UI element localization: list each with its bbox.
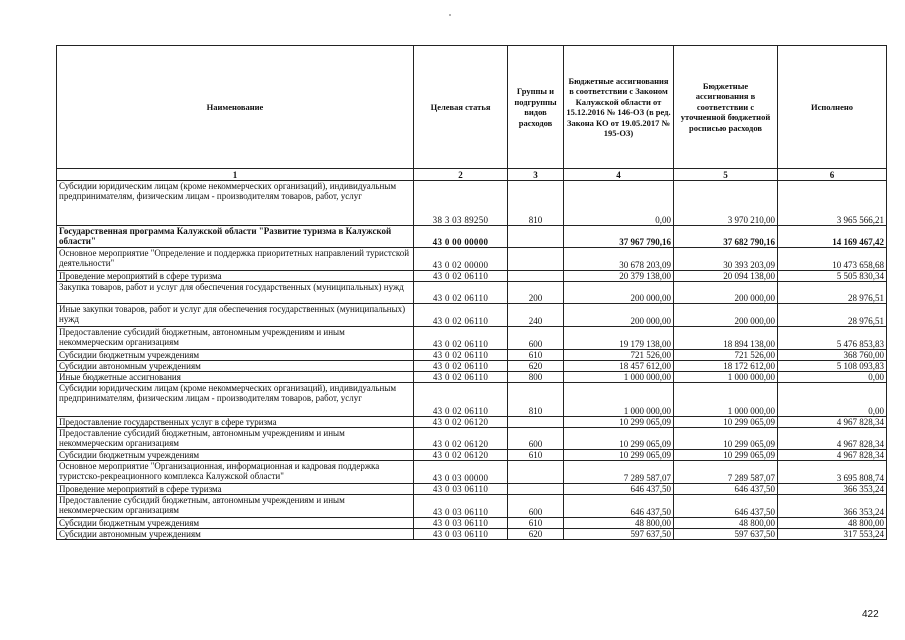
table-row [57, 226, 887, 248]
table-row [57, 248, 887, 271]
row-name-cell: Иные бюджетные ассигнования [57, 372, 414, 383]
row-executed-cell: 4 967 828,34 [778, 428, 887, 450]
table-row [57, 461, 887, 484]
column-number-row [57, 169, 887, 181]
row-executed-cell: 368 760,00 [778, 350, 887, 361]
row-plan-allocation-cell: 10 299 065,09 [674, 428, 778, 450]
row-name-cell: Субсидии бюджетным учреждениям [57, 450, 414, 461]
row-executed-cell: 4 967 828,34 [778, 450, 887, 461]
row-executed-cell: 28 976,51 [778, 304, 887, 327]
row-group-cell: 200 [508, 282, 564, 304]
header-plan-allocations: Бюджетные ассигнования в соответствии с уточненной бюджетной росписью расходов [674, 46, 778, 169]
row-group-cell [508, 484, 564, 495]
row-plan-allocation-cell: 18 894 138,00 [674, 327, 778, 350]
row-target-article-cell: 43 0 02 06110 [414, 372, 508, 383]
table-body [57, 181, 887, 540]
row-plan-allocation-cell: 1 000 000,00 [674, 372, 778, 383]
row-group-cell: 600 [508, 428, 564, 450]
row-plan-allocation-cell: 48 800,00 [674, 518, 778, 529]
header-row [57, 46, 887, 169]
page-number: 422 [862, 609, 879, 620]
row-executed-cell: 0,00 [778, 383, 887, 417]
row-target-article-cell: 43 0 02 06120 [414, 417, 508, 428]
row-plan-allocation-cell: 10 299 065,09 [674, 450, 778, 461]
row-law-allocation-cell: 200 000,00 [564, 282, 674, 304]
column-number: 5 [674, 169, 778, 181]
row-law-allocation-cell: 48 800,00 [564, 518, 674, 529]
row-name-cell: Основное мероприятие "Определение и поддержка приоритетных направлений туристской деятельности" [57, 248, 414, 271]
row-law-allocation-cell: 721 526,00 [564, 350, 674, 361]
row-group-cell [508, 461, 564, 484]
table-row [57, 372, 887, 383]
row-executed-cell: 4 967 828,34 [778, 417, 887, 428]
row-plan-allocation-cell: 30 393 203,09 [674, 248, 778, 271]
row-law-allocation-cell: 646 437,50 [564, 495, 674, 518]
row-target-article-cell: 43 0 00 00000 [414, 226, 508, 248]
row-target-article-cell: 43 0 02 06120 [414, 450, 508, 461]
row-plan-allocation-cell: 200 000,00 [674, 304, 778, 327]
column-number: 1 [57, 169, 414, 181]
row-law-allocation-cell: 597 637,50 [564, 529, 674, 540]
row-plan-allocation-cell: 37 682 790,16 [674, 226, 778, 248]
row-group-cell: 800 [508, 372, 564, 383]
row-name-cell: Закупка товаров, работ и услуг для обеспечения государственных (муниципальных) нужд [57, 282, 414, 304]
row-executed-cell: 5 108 093,83 [778, 361, 887, 372]
header-name: Наименование [57, 46, 414, 169]
row-executed-cell: 14 169 467,42 [778, 226, 887, 248]
row-target-article-cell: 43 0 03 06110 [414, 529, 508, 540]
row-name-cell: Субсидии юридическим лицам (кроме некоммерческих организаций), индивидуальным предпринимателям, физическим лицам - производителям товаров, работ, услуг [57, 181, 414, 226]
row-executed-cell: 28 976,51 [778, 282, 887, 304]
row-group-cell: 600 [508, 495, 564, 518]
header-law-allocations: Бюджетные ассигнования в соответствии с Законом Калужской области от 15.12.2016 № 146-ОЗ (в ред. Закона КО от 19.05.2017 № 195-ОЗ) [564, 46, 674, 169]
row-target-article-cell: 43 0 03 06110 [414, 495, 508, 518]
row-target-article-cell: 43 0 02 00000 [414, 248, 508, 271]
table-row [57, 518, 887, 529]
row-target-article-cell: 43 0 02 06110 [414, 282, 508, 304]
table-row [57, 529, 887, 540]
row-target-article-cell: 43 0 02 06110 [414, 383, 508, 417]
column-number: 3 [508, 169, 564, 181]
row-law-allocation-cell: 200 000,00 [564, 304, 674, 327]
row-name-cell: Субсидии юридическим лицам (кроме некоммерческих организаций), индивидуальным предпринимателям, физическим лицам - производителям товаров, работ, услуг [57, 383, 414, 417]
row-executed-cell: 0,00 [778, 372, 887, 383]
table-row [57, 327, 887, 350]
row-target-article-cell: 43 0 02 06110 [414, 350, 508, 361]
header-executed: Исполнено [778, 46, 887, 169]
row-law-allocation-cell: 1 000 000,00 [564, 383, 674, 417]
table-row [57, 495, 887, 518]
column-number: 6 [778, 169, 887, 181]
table-row [57, 450, 887, 461]
row-executed-cell: 5 476 853,83 [778, 327, 887, 350]
row-executed-cell: 48 800,00 [778, 518, 887, 529]
row-group-cell: 600 [508, 327, 564, 350]
row-name-cell: Предоставление субсидий бюджетным, автономным учреждениям и иным некоммерческим организациям [57, 327, 414, 350]
row-name-cell: Иные закупки товаров, работ и услуг для обеспечения государственных (муниципальных) нужд [57, 304, 414, 327]
budget-table [56, 45, 887, 540]
row-name-cell: Предоставление субсидий бюджетным, автономным учреждениям и иным некоммерческим организациям [57, 428, 414, 450]
row-group-cell [508, 417, 564, 428]
row-group-cell: 610 [508, 450, 564, 461]
row-law-allocation-cell: 30 678 203,09 [564, 248, 674, 271]
row-target-article-cell: 43 0 03 00000 [414, 461, 508, 484]
row-executed-cell: 317 553,24 [778, 529, 887, 540]
row-plan-allocation-cell: 7 289 587,07 [674, 461, 778, 484]
row-group-cell [508, 226, 564, 248]
scan-speck [449, 14, 451, 16]
row-target-article-cell: 43 0 03 06110 [414, 484, 508, 495]
row-law-allocation-cell: 0,00 [564, 181, 674, 226]
row-law-allocation-cell: 19 179 138,00 [564, 327, 674, 350]
row-group-cell: 620 [508, 361, 564, 372]
row-plan-allocation-cell: 646 437,50 [674, 495, 778, 518]
row-plan-allocation-cell: 3 970 210,00 [674, 181, 778, 226]
row-name-cell: Предоставление государственных услуг в сфере туризма [57, 417, 414, 428]
row-law-allocation-cell: 646 437,50 [564, 484, 674, 495]
table-row [57, 383, 887, 417]
row-name-cell: Субсидии бюджетным учреждениям [57, 518, 414, 529]
row-executed-cell: 3 965 566,21 [778, 181, 887, 226]
row-law-allocation-cell: 1 000 000,00 [564, 372, 674, 383]
row-plan-allocation-cell: 721 526,00 [674, 350, 778, 361]
row-law-allocation-cell: 10 299 065,09 [564, 428, 674, 450]
row-group-cell [508, 248, 564, 271]
table-row [57, 417, 887, 428]
row-target-article-cell: 43 0 02 06110 [414, 304, 508, 327]
row-group-cell: 620 [508, 529, 564, 540]
row-target-article-cell: 43 0 02 06110 [414, 361, 508, 372]
row-plan-allocation-cell: 18 172 612,00 [674, 361, 778, 372]
row-executed-cell: 5 505 830,34 [778, 271, 887, 282]
table-row [57, 428, 887, 450]
row-group-cell: 810 [508, 181, 564, 226]
row-target-article-cell: 43 0 02 06110 [414, 327, 508, 350]
row-law-allocation-cell: 20 379 138,00 [564, 271, 674, 282]
row-law-allocation-cell: 37 967 790,16 [564, 226, 674, 248]
row-law-allocation-cell: 10 299 065,09 [564, 417, 674, 428]
row-name-cell: Проведение мероприятий в сфере туризма [57, 271, 414, 282]
row-group-cell: 240 [508, 304, 564, 327]
table-row [57, 304, 887, 327]
table-row [57, 181, 887, 226]
row-law-allocation-cell: 10 299 065,09 [564, 450, 674, 461]
row-target-article-cell: 43 0 02 06120 [414, 428, 508, 450]
row-group-cell: 810 [508, 383, 564, 417]
row-law-allocation-cell: 7 289 587,07 [564, 461, 674, 484]
row-executed-cell: 366 353,24 [778, 484, 887, 495]
column-number: 2 [414, 169, 508, 181]
table-row [57, 484, 887, 495]
header-target-article: Целевая статья [414, 46, 508, 169]
table-row [57, 282, 887, 304]
row-target-article-cell: 38 3 03 89250 [414, 181, 508, 226]
budget-sheet [56, 45, 886, 540]
table-row [57, 361, 887, 372]
row-executed-cell: 366 353,24 [778, 495, 887, 518]
row-target-article-cell: 43 0 02 06110 [414, 271, 508, 282]
row-group-cell: 610 [508, 350, 564, 361]
row-name-cell: Субсидии бюджетным учреждениям [57, 350, 414, 361]
row-law-allocation-cell: 18 457 612,00 [564, 361, 674, 372]
table-row [57, 350, 887, 361]
row-name-cell: Предоставление субсидий бюджетным, автономным учреждениям и иным некоммерческим организациям [57, 495, 414, 518]
row-name-cell: Субсидии автономным учреждениям [57, 361, 414, 372]
row-plan-allocation-cell: 200 000,00 [674, 282, 778, 304]
row-plan-allocation-cell: 1 000 000,00 [674, 383, 778, 417]
row-name-cell: Основное мероприятие "Организационная, информационная и кадровая поддержка туристско-рекреационного комплекса Калужской области" [57, 461, 414, 484]
column-number: 4 [564, 169, 674, 181]
row-plan-allocation-cell: 20 094 138,00 [674, 271, 778, 282]
table-row [57, 271, 887, 282]
row-plan-allocation-cell: 646 437,50 [674, 484, 778, 495]
row-group-cell: 610 [508, 518, 564, 529]
row-executed-cell: 3 695 808,74 [778, 461, 887, 484]
row-target-article-cell: 43 0 03 06110 [414, 518, 508, 529]
header-expense-groups: Группы и подгруппы видов расходов [508, 46, 564, 169]
row-name-cell: Проведение мероприятий в сфере туризма [57, 484, 414, 495]
row-plan-allocation-cell: 10 299 065,09 [674, 417, 778, 428]
row-executed-cell: 10 473 658,68 [778, 248, 887, 271]
row-name-cell: Субсидии автономным учреждениям [57, 529, 414, 540]
row-group-cell [508, 271, 564, 282]
row-plan-allocation-cell: 597 637,50 [674, 529, 778, 540]
row-name-cell: Государственная программа Калужской области "Развитие туризма в Калужской области" [57, 226, 414, 248]
